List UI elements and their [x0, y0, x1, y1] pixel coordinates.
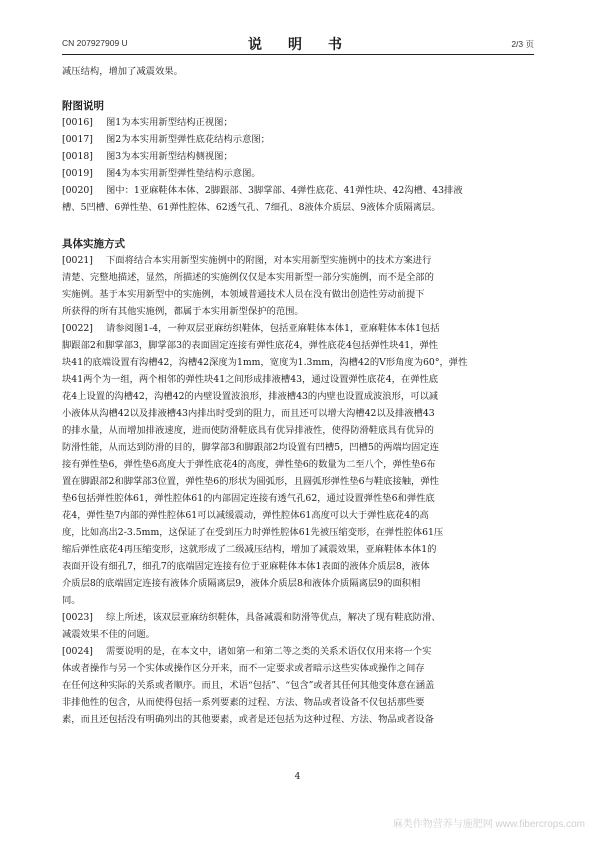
figure-item: [0019] 图4为本实用新型弹性垫结构示意图。 — [62, 168, 261, 179]
figure-item: [0017] 图2为本实用新型弹性底花结构示意图； — [62, 134, 270, 145]
paragraph-0024: [0024] 需要说明的是，在本文中，诸如第一和第二等之类的关系术语仅仅用来将一个实 体或者操作与另一个实体或操作区分开来，而不一定要求或者暗示这些实体或操作之间存 在任何这种实际的关系或者顺序。而且，术语“包括”、“包含”或者其任何其他变体意在涵盖 非排他性的包含，从而使得包括一系列要素的过程、方法、物品或者设备不仅包括那些要 素，而且还包括没有明确列出的其他要素，或者是还包括为这种过程、方法、物品或者设备 — [62, 643, 534, 728]
figure-legend: [0020] 图中：1亚麻鞋体本体、2脚跟部、3脚掌部、4弹性底花、41弹性块、42沟槽、43排液 — [62, 185, 463, 196]
page-content — [62, 64, 534, 728]
paragraph-0023: [0023] 综上所述，该双层亚麻纺织鞋体，具备减震和防滑等优点，解决了现有鞋底防滑、 减震效果不佳的问题。 — [62, 609, 534, 643]
page-indicator: 2/3 页 — [511, 39, 534, 49]
intro-line: 减压结构，增加了减震效果。 — [62, 66, 183, 77]
paragraph-0022: [0022] 请参阅图1-4，一种双层亚麻纺织鞋体，包括亚麻鞋体本体1，亚麻鞋体本体1包括 脚跟部2和脚掌部3，脚掌部3的表面固定连接有弹性底花4，弹性底花4包括弹性块41，弹性 块41的底端设置有沟槽42，沟槽42深度为1mm，宽度为1.3mm，沟槽42的V形角度为60°，弹性 块41两个为一组，两个相邻的弹性块41之间形成排液槽43，通过设置弹性底花4，在弹性底 花4上设置的沟槽42，沟槽42的内壁设置波浪形，排液槽43的内壁也设置成波浪形，可以减 小液体从沟槽42以及排液槽43内排出时受到的阻力，而且还可以增大沟槽42以及排液槽43 的排水量，从而增加排液速度，进而使防滑鞋底具有优异排液性，使得防滑鞋底具有优异的 防滑性能，从而达到防滑的目的，脚掌部3和脚跟部2均设置有凹槽5，凹槽5的两端均固定连 接有弹性垫6，弹性垫6高度大于弹性底花4的高度，弹性垫6的数量为二至八个，弹性垫6布 置在脚跟部2和脚掌部3位置，弹性垫6的形状为圆弧形，且圆弧形弹性垫6与鞋底接触，弹性 垫6包括弹性腔体61，弹性腔体61的内部固定连接有透气孔62，通过设置弹性垫6和弹性底 花4，弹性垫7内部的弹性腔体61可以减缓震动，弹性腔体61高度可以大于弹性底花4的高 度，比如高出2-3.5mm，这保证了在受到压力时弹性腔体61先被压缩变形，在弹性腔体61压 缩后弹性底花4再压缩变形，这就形成了二级减压结构，增加了减震效果，亚麻鞋体本体1的 表面开设有细孔7，细孔7的底端固定连接有位于亚麻鞋体本体1表面的液体介质层8，液体 介质层8的底端固定连接有液体介质隔离层9，液体介质层8和液体介质隔离层9的面积相 同。 — [62, 320, 534, 609]
paragraph-number: [0023] — [62, 612, 93, 623]
embodiment-heading: 具体实施方式 — [62, 238, 125, 250]
page-number: 4 — [294, 772, 301, 782]
figure-legend-cont: 槽、5凹槽、6弹性垫、61弹性腔体、62透气孔、7细孔、8液体介质层、9液体介质隔离层。 — [62, 202, 441, 213]
figures-heading: 附图说明 — [62, 100, 104, 112]
document-title: 说 明 书 — [248, 37, 348, 53]
page-header — [62, 36, 534, 55]
paragraph-number: [0024] — [62, 646, 93, 657]
figures-list — [62, 114, 534, 216]
patent-number: CN 207927909 U — [62, 38, 128, 48]
paragraph-0021: [0021] 下面将结合本实用新型实施例中的附图，对本实用新型实施例中的技术方案进行 清楚、完整地描述，显然，所描述的实施例仅仅是本实用新型一部分实施例，而不是全部的 实施例。基于本实用新型中的实施例，本领域普通技术人员在没有做出创造性劳动前提下 所获得的所有其他实施例，都属于本实用新型保护的范围。 — [62, 252, 534, 320]
figure-item: [0016] 图1为本实用新型结构正视图； — [62, 117, 233, 128]
watermark: 麻类作物营养与施肥网 www.fibercrops.com — [392, 819, 585, 830]
paragraph-number: [0021] — [62, 255, 93, 266]
paragraph-number: [0022] — [62, 323, 93, 334]
figure-item: [0018] 图3为本实用新型结构侧视图； — [62, 151, 233, 162]
